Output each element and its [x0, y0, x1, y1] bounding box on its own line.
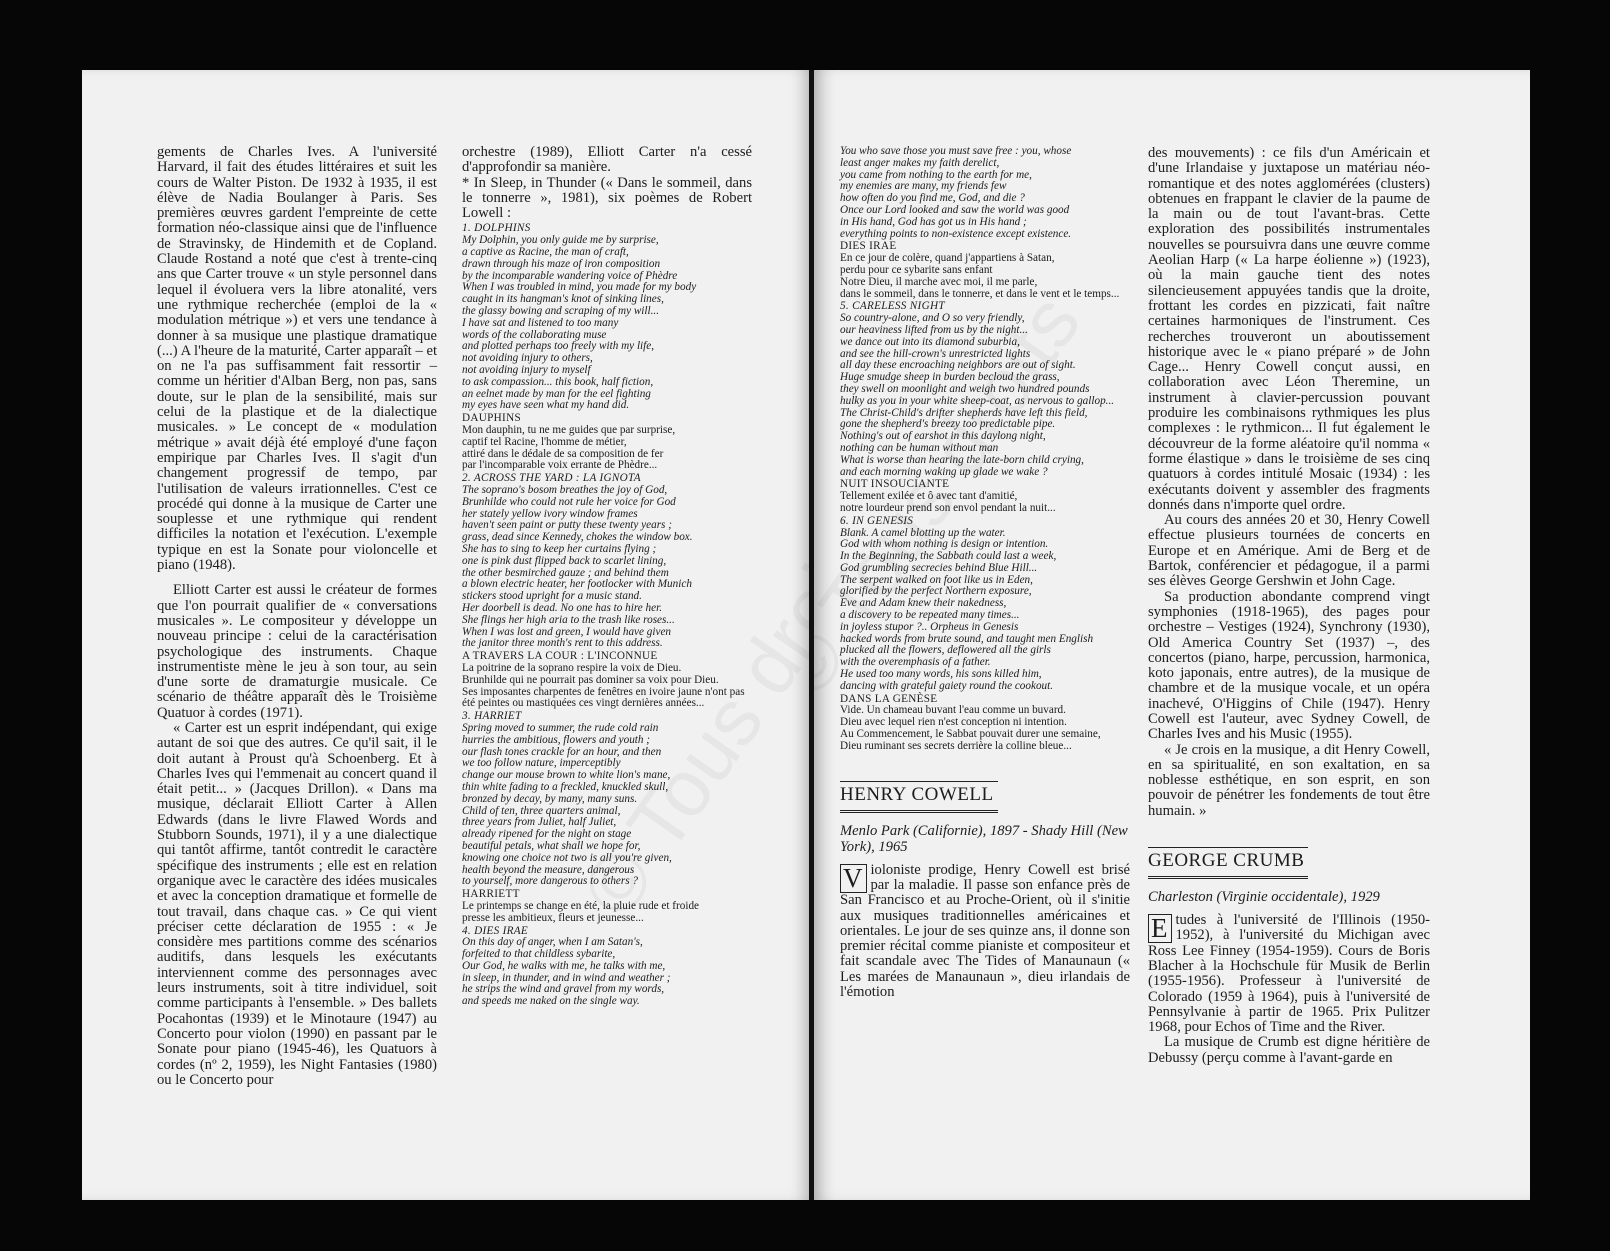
poem-line: En ce jour de colère, quand j'appartiens à Satan,: [840, 252, 1055, 265]
paragraph: Au cours des années 20 et 30, Henry Cowell effectue plusieurs tournées de concerts en Europe et en Amérique. Ami de Berg et de Bartok, conférencier et pédagogue, il a parmi ses élèves George Gershwin et John Cage.: [1148, 512, 1430, 590]
poem-heading: DAUPHINS: [462, 412, 521, 425]
poem-line: I have sat and listened to too many: [462, 316, 619, 329]
poem-line: captif tel Racine, l'homme de métier,: [462, 435, 627, 448]
poem-line: my eyes have seen what my hand did.: [462, 399, 630, 412]
poem-line: they swell on moonlight and weigh two hundred pounds: [840, 382, 1090, 395]
poem-line: Notre Dieu, il marche avec moi, il me parle,: [840, 275, 1038, 288]
right-page: [814, 70, 1530, 1200]
poem-line: everything points to non-existence except existence.: [840, 227, 1072, 240]
poem-line: plucked all the flowers, deflowered all the girls: [840, 644, 1051, 657]
poem-line: stickers stood upright for a music stand.: [462, 590, 642, 603]
poem-line: haven't seen paint or putty these twenty years ;: [462, 519, 672, 532]
poem-line: and speeds me naked on the single way.: [462, 995, 640, 1008]
poem-line: in sleep, in thunder, and in wind and weather ;: [462, 971, 671, 984]
poem-line: She flings her high aria to the trash like roses...: [462, 613, 675, 626]
poem-line: and each morning waking up glade we wake ?: [840, 465, 1048, 478]
poem-line: gone the shepherd's breezy too predictable pipe.: [840, 418, 1056, 431]
poem-line: presse les ambitieux, fleurs et jeunesse...: [462, 911, 644, 924]
poem-heading: NUIT INSOUCIANTE: [840, 478, 950, 491]
poem-heading: 5. CARELESS NIGHT: [840, 300, 945, 313]
poem-line: thin white fading to a freckled, knuckled skull,: [462, 780, 669, 793]
poem-line: we too follow nature, imperceptibly: [462, 757, 621, 770]
poem-line: Brunhilde who could not rule her voice for God: [462, 495, 676, 508]
right-column-2: [1148, 146, 1430, 1066]
poem-line: God with whom nothing is design or intention.: [840, 538, 1049, 551]
section-title: GEORGE CRUMB: [1148, 847, 1308, 879]
poem-line: the glassy bowing and scraping of my will...: [462, 305, 660, 318]
poem-heading: 1. DOLPHINS: [462, 222, 531, 235]
paragraph: Elliott Carter est aussi le créateur de formes que l'on pourrait qualifier de « conversations musicales ». Le compositeur y développe un nouveau principe : celui de la caractérisation psychologique des instruments. Chaque instrumentiste mène le jeu à son tour, au sein d'une sorte de dramaturgie musicale. Ce scénario de théâtre apparaît dès le Troisième Quatuor à cordes (1971).: [157, 582, 437, 721]
poem-line: drawn through his maze of iron composition: [462, 257, 661, 270]
poem-line: par l'incomparable voix errante de Phèdre...: [462, 459, 658, 472]
poem-line: you came from nothing to the earth for me,: [840, 168, 1032, 181]
poem-line: an eelnet made by man for the eel fighting: [462, 387, 651, 400]
poem-line: The serpent walked on foot like us in Eden,: [840, 573, 1033, 586]
left-page: [82, 70, 812, 1200]
poem-line: change our mouse brown to white lion's mane,: [462, 769, 671, 782]
paragraph: orchestre (1989), Elliott Carter n'a cessé d'approfondir sa manière.: [462, 144, 752, 176]
poem-line: by the incomparable wandering voice of Phèdre: [462, 269, 678, 282]
poem-heading: HARRIETT: [462, 888, 520, 901]
poem-line: all day these encroaching neighbors are out of sight.: [840, 359, 1076, 372]
poem-line: You who save those you must save free : you, whose: [840, 145, 1072, 157]
poem-line: our flash tones crackle for an hour, and then: [462, 745, 662, 758]
paragraph: gements de Charles Ives. A l'université Harvard, il fait des études littéraires et suit les cours de Walter Piston. De 1932 à 1935, il est élève de Nadia Boulanger à Paris. Ses premières œuvres gardent l'empreinte de cette formation néo-classique ainsi que de l'influence de Stravinsky, de Hindemith et de Copland. Claude Rostand a noté que c'est à trente-cinq ans que Carter trouve « un style personnel dans lequel il évoluera vers la libre atonalité, vers une rythmique recherchée (emploi de la « modulation métrique ») et vers une tendance à donner à sa musique une plastique dramatique (...) A l'heure de la maturité, Carter apparaît – et on ne l'a pas suffisamment fait ressortir – comme un héritier d'Alban Berg, non pas, sans doute, sur le plan de la sensibilité, mais sur celui de la plastique et de la dialectique musicales. » Le concept de « modulation métrique » avait déjà été employé d'une façon empirique par Charles Ives. Il s'agit d'un changement progressif de tempo, par l'utilisation de valeurs irrationnelles. C'est ce procédé qui donne à la musique de Carter une souplesse et une rythmique qui rendent difficiles la notation et l'exécution. L'exemple typique en est la Sonate pour violoncelle et piano (1948).: [157, 144, 437, 574]
poem-heading: DANS LA GENÈSE: [840, 692, 938, 705]
drop-cap: E: [1148, 914, 1172, 943]
poem-line: Blank. A camel blotting up the water.: [840, 526, 1006, 539]
poem-line: The Christ-Child's drifter shepherds have left this field,: [840, 406, 1088, 419]
paragraph-text: ioloniste prodige, Henry Cowell est brisé par la maladie. Il passe son enfance près de San Francisco et au Proche-Orient, où il s'initie aux musiques traditionnelles américaines et orientales. Le jour de ses quinze ans, il donne son premier récital comme pianiste et compositeur et fait scandale avec The Tides of Manaunaun (« Les marées de Manaunaun », dieu irlandais de l'émotion: [840, 861, 1130, 1001]
poem-line: a blown electric heater, her footlocker with Munich: [462, 578, 692, 591]
poem-line: dans le sommeil, dans le tonnerre, et dans le vent et le temps...: [840, 287, 1120, 300]
poem-line: perdu pour ce sybarite sans enfant: [840, 263, 993, 276]
poem-line: already ripened for the night on stage: [462, 828, 632, 841]
paragraph: des mouvements) : ce fils d'un Américain et d'une Irlandaise y juxtapose un matériau néo-romantique et des notes agglomérées (clusters) obtenues en frappant le clavier de la paume de la main ou de tout l'avant-bras. Cette exploration des possibilités instrumentales nouvelles se poursuivra dans une œuvre comme Aeolian Harp (« La harpe éolienne ») (1923), où la main gauche tient des notes silencieusement appuyées tandis que la droite, frottant les cordes en pizzicati, fait naître certaines harmoniques de l'instrument. Ces recherches trouveront un aboutissement historique avec le « piano préparé » de John Cage... Henry Cowell conçut aussi, en collaboration avec Léon Theremine, un instrument à clavier-percussion pouvant produire les combinaisons rythmiques les plus complexes : le rythmicon... Il fut également le découvreur de la forme aléatoire qu'il nomma « forme élastique » dans le troisième de ses cinq quatuors à cordes intitulé Mosaic (1934) : les exécutants doivent y assembler des fragments donnés dans n'importe quel ordre.: [1148, 145, 1430, 513]
poem-line: hulky as you in your white sheep-coat, as nervous to gallop...: [840, 394, 1115, 407]
section-subtitle: Menlo Park (Californie), 1897 - Shady Hill (New York), 1965: [840, 822, 1128, 855]
poem-line: God grumbling secrecies behind Blue Hill...: [840, 561, 1038, 574]
poem-line: glorified by the perfect Northern exposure,: [840, 585, 1032, 598]
poem-line: Dieu ruminant ses secrets derrière la colline bleue...: [840, 739, 1072, 752]
paragraph: [840, 863, 1130, 1001]
section-subtitle: Charleston (Virginie occidentale), 1929: [1148, 889, 1380, 906]
section-george-crumb: [1148, 847, 1430, 1066]
paragraph-text: tudes à l'université de l'Illinois (1950-1952), à l'université du Michigan avec Ross Lee Finney (1954-1959). Cours de Boris Blacher à la Hochschule für Musik de Berlin (1955-1956). Professeur à l'université de Colorado (1959 à 1964), puis à l'université de Pennsylvanie à partir de 1965. Prix Pulitzer 1968, pour Echos of Time and the River.: [1148, 912, 1430, 1036]
poem-heading: DIES IRAE: [840, 240, 897, 253]
poem-line: dancing with grateful gaiety round the cookout.: [840, 679, 1054, 692]
poem-line: her stately yellow ivory window frames: [462, 507, 638, 520]
poem-line: She has to sing to keep her curtains flying ;: [462, 543, 657, 555]
poem-line: hurries the ambitious, flowers and youth ;: [462, 733, 651, 746]
drop-cap: V: [840, 864, 867, 893]
poem-line: Our God, he walks with me, he talks with me,: [462, 959, 666, 972]
poem-line: not avoiding injury to myself: [462, 364, 591, 377]
right-column-1: [840, 146, 1130, 1000]
left-column-2: [462, 145, 752, 1008]
poem-line: The soprano's bosom breathes the joy of God,: [462, 484, 668, 497]
poem-line: hacked words from brute sound, and taught men English: [840, 632, 1094, 645]
poem-line: Child of ten, three quarters animal,: [462, 804, 621, 817]
paragraph: « Carter est un esprit indépendant, qui exige autant de soi que des autres. Ce qu'il sait, il le doit autant à Proust qu'à Schoenberg. Et à Charles Ives qui l'emmenait au concert quand il était petit... » (Jacques Drillon). « Dans ma musique, déclarait Elliott Carter à Allen Edwards (dans le livre Flawed Words and Stubborn Sounds, 1971), il y a une dialectique qui tantôt affirme, tantôt contredit le caractère spécifique des instruments ; elle est en relation organique avec le caractère des idées musicales et avec la conception dramatique et formelle de tout travail, dans chaque cas. » Ce qui vient préciser cette déclaration de 1955 : « Je considère mes partitions comme des scénarios auditifs, dans lesquels les exécutants interviennent comme des personnages avec leurs instruments, soit à titre individuel, soit comme participants à l'ensemble. » Des ballets Pocahontas (1939) et le Minotaure (1947) au Concerto pour violon (1990) en passant par le Sonate pour piano (1945-46), les Quatuors à cordes (nº 2, 1959), les Night Fantasies (1980) ou le Concerto pour: [157, 719, 437, 1088]
poem-line: one is pink dust flipped back to scarlet lining,: [462, 554, 667, 567]
poem-heading: 4. DIES IRAE: [462, 924, 529, 937]
poem-line: Her doorbell is dead. No one has to hire her.: [462, 601, 663, 614]
poem-heading: 3. HARRIET: [462, 710, 522, 723]
poem-line: Brunhilde qui ne pourrait pas dominer sa voix pour Dieu.: [462, 673, 719, 686]
poem-heading: 6. IN GENESIS: [840, 514, 914, 527]
poem-line: Eve and Adam knew their nakedness,: [840, 597, 1007, 610]
poem-line: three years from Juliet, half Juliet,: [462, 816, 617, 829]
poem-line: in joyless stupor ?.. Orpheus in Genesis: [840, 620, 1019, 633]
poem-line: Nothing's out of earshot in this daylong night,: [840, 430, 1046, 443]
poem-line: nothing can be human without man: [840, 441, 999, 454]
poem-line: the other besmirched gauze ; and behind them: [462, 566, 669, 579]
poem-line: Au Commencement, le Sabbat pouvait durer une semaine,: [840, 728, 1101, 741]
left-column-1: [157, 145, 437, 1088]
poem-line: Le printemps se change en été, la pluie rude et froide: [462, 899, 700, 912]
poem-line: Tellement exilée et ô avec tant d'amitié,: [840, 490, 1018, 503]
section-henry-cowell: [840, 781, 1130, 1001]
poem-line: forfeited to that childless sybarite,: [462, 948, 616, 961]
poem-line: grass, dead since Kennedy, chokes the window box.: [462, 531, 693, 544]
poem-line: Vide. Un chameau buvant l'eau comme un buvard.: [840, 704, 1066, 717]
poem-block: [840, 146, 1130, 753]
poem-line: knowing one choice not two is all you're given,: [462, 851, 672, 864]
poem-line: My Dolphin, you only guide me by surprise,: [462, 234, 659, 247]
poem-line: least anger makes my faith derelict,: [840, 156, 1000, 169]
poem-line: Spring moved to summer, the rude cold rain: [462, 721, 659, 734]
poem-line: he strips the wind and gravel from my words,: [462, 983, 665, 996]
poem-line: On this day of anger, when I am Satan's,: [462, 936, 643, 949]
poem-line: caught in its hangman's knot of sinking lines,: [462, 293, 664, 306]
poem-line: we dance out into its diamond suburbia,: [840, 335, 1020, 348]
poem-line: and plotted perhaps too freely with my life,: [462, 340, 655, 353]
poem-line: a captive as Racine, the man of craft,: [462, 246, 629, 259]
paragraph: Sa production abondante comprend vingt symphonies (1918-1965), des pages pour orchestre – Vestiges (1924), Synchrony (1930), Old America Country Set (1937) –, des concertos (piano, harpe, percussion, harmonica, koto japonais, entre autres), de la musique de chambre et de la musique vocale, et un opéra inachevé, O'Higgins of Chile (1947). Henry Cowell est l'auteur, avec Sydney Cowell, de Charles Ives and his Music (1955).: [1148, 588, 1430, 743]
poem-line: Once our Lord looked and saw the world was good: [840, 203, 1070, 216]
poem-line: not avoiding injury to others,: [462, 352, 593, 365]
poem-line: how often do you find me, God, and die ?: [840, 192, 1025, 205]
section-title: HENRY COWELL: [840, 781, 998, 813]
poem-line: words of the collaborating muse: [462, 328, 607, 341]
poem-line: with the overemphasis of a father.: [840, 656, 991, 669]
poem-line: the janitor three month's rent to this address.: [462, 637, 663, 650]
poem-line: What is worse than hearing the late-born child crying,: [840, 453, 1084, 466]
poem-line: Huge smudge sheep in burden becloud the grass,: [840, 371, 1060, 384]
poem-line: to ask compassion... this book, half fiction,: [462, 375, 654, 388]
paragraph: « Je crois en la musique, a dit Henry Cowell, en sa spiritualité, en son exaltation, en sa noblesse esthétique, en son esprit, en son pouvoir de pénétrer les fondements de tout être humain. »: [1148, 741, 1430, 819]
poem-line: health beyond the measure, dangerous: [462, 863, 635, 876]
poem-line: attiré dans le dédale de sa composition de fer: [462, 447, 664, 460]
poem-line: When I was troubled in mind, you made for my body: [462, 281, 697, 294]
poem-line: to yourself, more dangerous to others ?: [462, 875, 638, 888]
poem-line: notre lourdeur prend son envol pendant la nuit...: [840, 501, 1056, 514]
poem-line: in His hand, God has got us in His hand ;: [840, 215, 1027, 228]
poem-line: He used too many words, his sons killed him,: [840, 668, 1042, 681]
poem-line: When I was lost and green, I would have given: [462, 625, 672, 638]
poem-line: La poitrine de la soprano respire la voix de Dieu.: [462, 661, 682, 674]
poem-line: Ses imposantes charpentes de fenêtres en ivoire jaune n'ont pas été peintes ou mastiquées ces vingt dernières années...: [462, 685, 745, 710]
poem-line: Dieu avec lequel rien n'est conception ni intention.: [840, 716, 1067, 729]
paragraph: La musique de Crumb est digne héritière de Debussy (perçu comme à l'avant-garde en: [1148, 1034, 1430, 1066]
poem-line: my enemies are many, my friends few: [840, 180, 1007, 193]
poem-line: So country-alone, and O so very friendly,: [840, 312, 1025, 325]
poem-heading: A TRAVERS LA COUR : L'INCONNUE: [462, 650, 658, 663]
poem-line: bronzed by decay, by many, many suns.: [462, 792, 638, 805]
poem-line: a discovery to be repeated many times...: [840, 609, 1020, 622]
paragraph: [1148, 913, 1430, 1035]
poem-line: beautiful petals, what shall we hope for,: [462, 839, 641, 852]
poem-line: our heaviness lifted from us by the night...: [840, 323, 1028, 336]
poem-line: and see the hill-crown's unrestricted lights: [840, 347, 1031, 360]
poem-heading: 2. ACROSS THE YARD : LA IGNOTA: [462, 472, 641, 485]
poem-line: Mon dauphin, tu ne me guides que par surprise,: [462, 424, 676, 437]
poem-line: In the Beginning, the Sabbath could last a week,: [840, 550, 1057, 563]
paragraph: * In Sleep, in Thunder (« Dans le sommeil, dans le tonnerre », 1981), six poèmes de Robert Lowell :: [462, 174, 752, 222]
poem-block: [462, 223, 752, 1008]
